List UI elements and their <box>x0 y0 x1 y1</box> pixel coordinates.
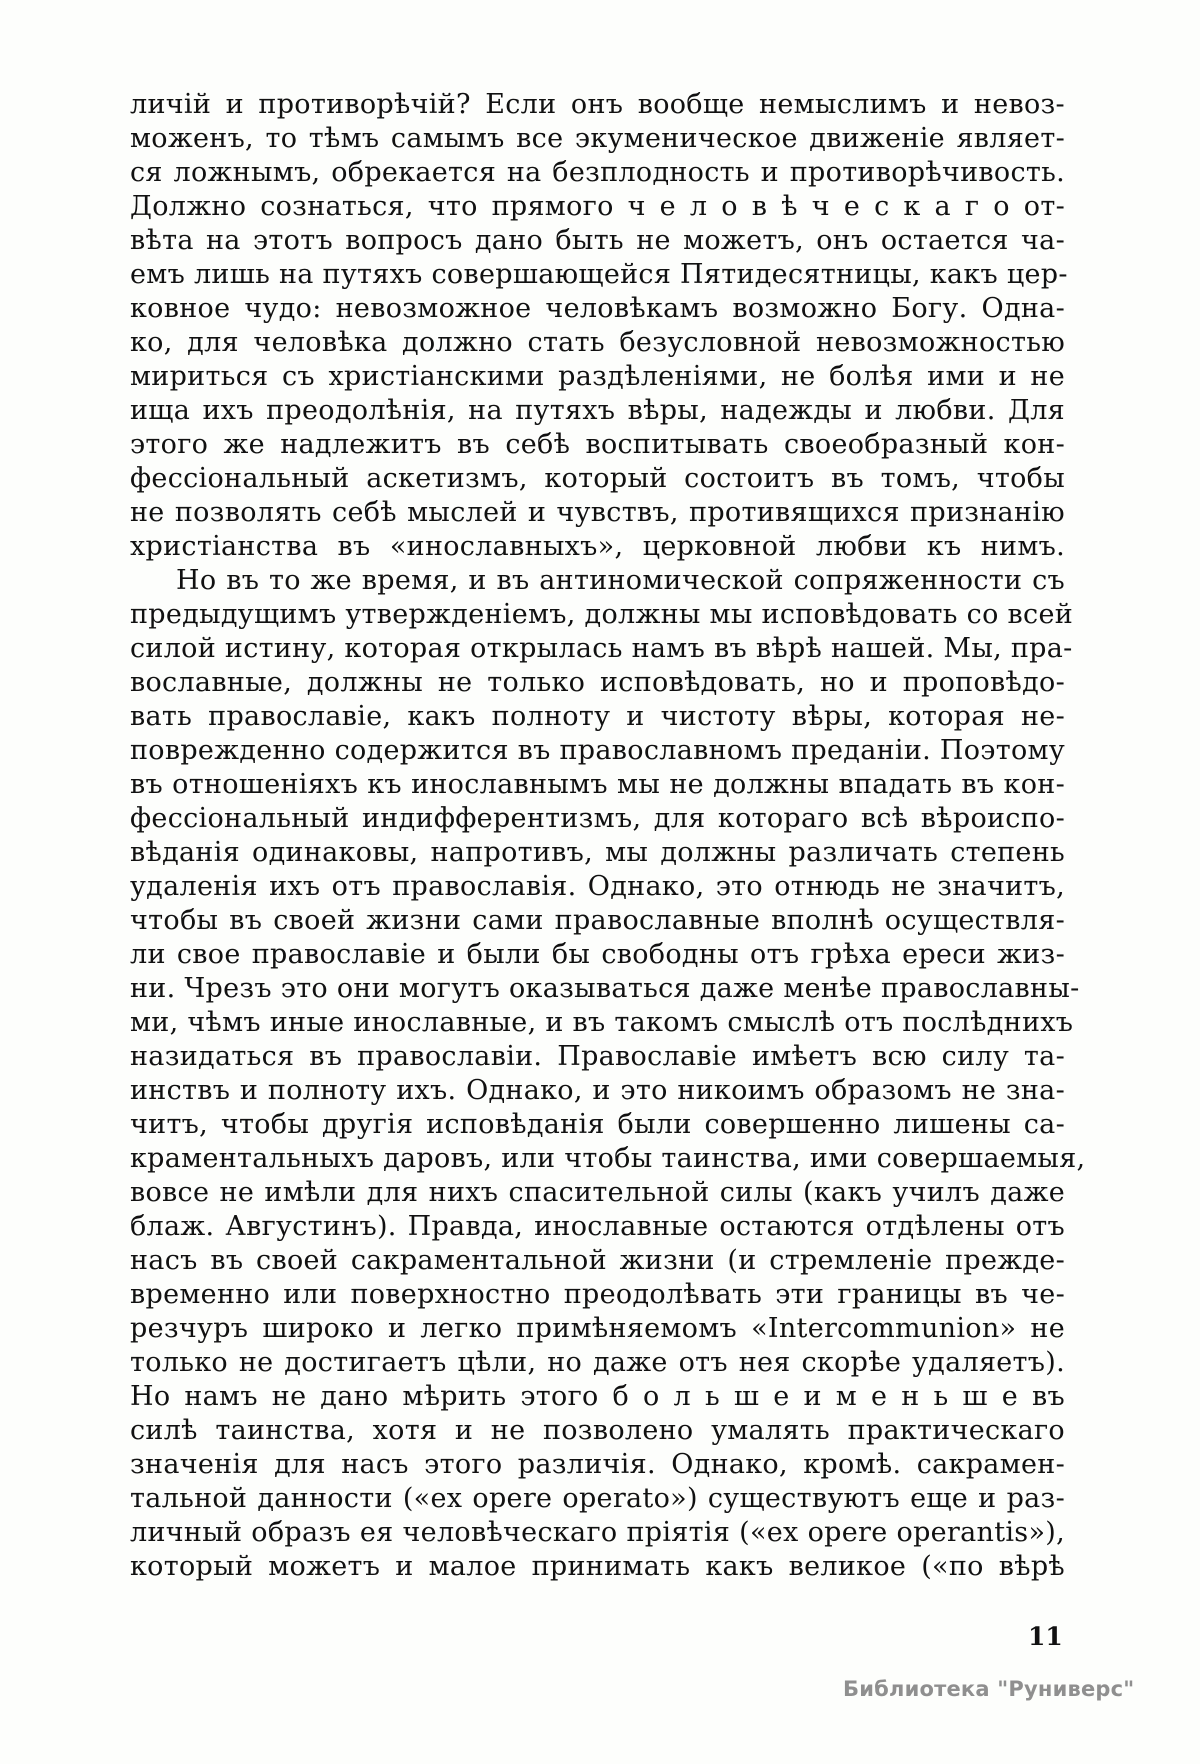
text-line: личный образъ ея человѣческаго пріятія («ex opere operantis»), <box>130 1517 1065 1548</box>
text-line: ми, чѣмъ иные инославные, и въ такомъ смыслѣ отъ послѣднихъ <box>130 1007 1074 1038</box>
text-line: резчуръ широко и легко примѣняемомъ «Intercommunion» не <box>130 1313 1065 1344</box>
text-line: этого же надлежитъ въ себѣ воспитывать своеобразный кон- <box>130 429 1065 460</box>
text-line: Должно сознаться, что прямого ч е л о в ѣ ч е с к а г о от- <box>130 191 1065 222</box>
text-line: силой истину, которая открылась намъ въ вѣрѣ нашей. Мы, пра- <box>130 633 1073 664</box>
text-line: ни. Чрезъ это они могутъ оказываться даже менѣе православны- <box>130 973 1080 1004</box>
text-line: личій и противорѣчій? Если онъ вообще немыслимъ и невоз- <box>130 89 1065 120</box>
text-line: предыдущимъ утвержденіемъ, должны мы исповѣдовать со всей <box>130 599 1074 630</box>
text-line: вѣта на этотъ вопросъ дано быть не можетъ, онъ остается ча- <box>130 225 1065 256</box>
text-line: только не достигаетъ цѣли, но даже отъ нея скорѣе удаляетъ). <box>130 1347 1065 1378</box>
text-line: ли свое православіе и были бы свободны отъ грѣха ереси жиз- <box>130 939 1065 970</box>
text-line: въ отношеніяхъ къ инославнымъ мы не должны впадать въ кон- <box>130 769 1065 800</box>
text-line: вовсе не имѣли для нихъ спасительной силы (какъ училъ даже <box>130 1177 1065 1208</box>
text-line: вославные, должны не только исповѣдовать, но и проповѣдо- <box>130 667 1065 698</box>
text-line: моженъ, то тѣмъ самымъ все экуменическое движеніе являет- <box>130 123 1065 154</box>
text-line: емъ лишь на путяхъ совершающейся Пятидесятницы, какъ цер- <box>130 259 1068 290</box>
text-line: Но намъ не дано мѣрить этого б о л ь ш е и м е н ь ш е въ <box>130 1381 1065 1412</box>
text-line: вѣданія одинаковы, напротивъ, мы должны различать степень <box>130 837 1065 868</box>
text-line: христіанства въ «инославныхъ», церковной любви къ нимъ. <box>130 531 1065 562</box>
text-line: вать православіе, какъ полноту и чистоту вѣры, которая не- <box>130 701 1065 732</box>
page-number: 11 <box>1028 1622 1063 1651</box>
text-line: фессіональный аскетизмъ, который состоитъ въ томъ, чтобы <box>130 463 1065 494</box>
text-line: читъ, чтобы другія исповѣданія были совершенно лишены са- <box>130 1109 1065 1140</box>
text-line: поврежденно содержится въ православномъ преданіи. Поэтому <box>130 735 1066 766</box>
text-line: временно или поверхностно преодолѣвать эти границы въ че- <box>130 1279 1065 1310</box>
text-line: ся ложнымъ, обрекается на безплодность и противорѣчивость. <box>130 157 1065 188</box>
text-line: тальной данности («ex opere operato») существуютъ еще и раз- <box>130 1483 1065 1514</box>
text-line: ища ихъ преодолѣнія, на путяхъ вѣры, надежды и любви. Для <box>130 395 1065 426</box>
text-line: насъ въ своей сакраментальной жизни (и стремленіе прежде- <box>130 1245 1065 1276</box>
text-line: значенія для насъ этого различія. Однако, кромѣ. сакрамен- <box>130 1449 1065 1480</box>
text-line: который можетъ и малое принимать какъ великое («по вѣрѣ <box>130 1551 1065 1582</box>
text-line: назидаться въ православіи. Православіе имѣетъ всю силу та- <box>130 1041 1065 1072</box>
text-line: блаж. Августинъ). Правда, инославные остаются отдѣлены отъ <box>130 1211 1065 1242</box>
text-line: не позволять себѣ мыслей и чувствъ, противящихся признанію <box>130 497 1065 528</box>
text-line: краментальныхъ даровъ, или чтобы таинства, ими совершаемыя, <box>130 1143 1086 1174</box>
text-line: силѣ таинства, хотя и не позволено умалять практическаго <box>130 1415 1065 1446</box>
text-line: ко, для человѣка должно стать безусловной невозможностью <box>130 327 1065 358</box>
text-line: инствъ и полноту ихъ. Однако, и это никоимъ образомъ не зна- <box>130 1075 1065 1106</box>
text-line: чтобы въ своей жизни сами православные вполнѣ осуществля- <box>130 905 1065 936</box>
text-block <box>130 88 1086 1584</box>
paragraph-first-line: Но въ то же время, и въ антиномической сопряженности съ <box>176 565 1065 596</box>
text-line: фессіональный индифферентизмъ, для котораго всѣ вѣроиспо- <box>130 803 1065 834</box>
text-line: удаленія ихъ отъ православія. Однако, это отнюдь не значитъ, <box>130 871 1065 902</box>
text-line: мириться съ христіанскими раздѣленіями, не болѣя ими и не <box>130 361 1065 392</box>
text-line: ковное чудо: невозможное человѣкамъ возможно Богу. Одна- <box>130 293 1065 324</box>
library-watermark: Библиотека "Руниверс" <box>843 1677 1135 1701</box>
